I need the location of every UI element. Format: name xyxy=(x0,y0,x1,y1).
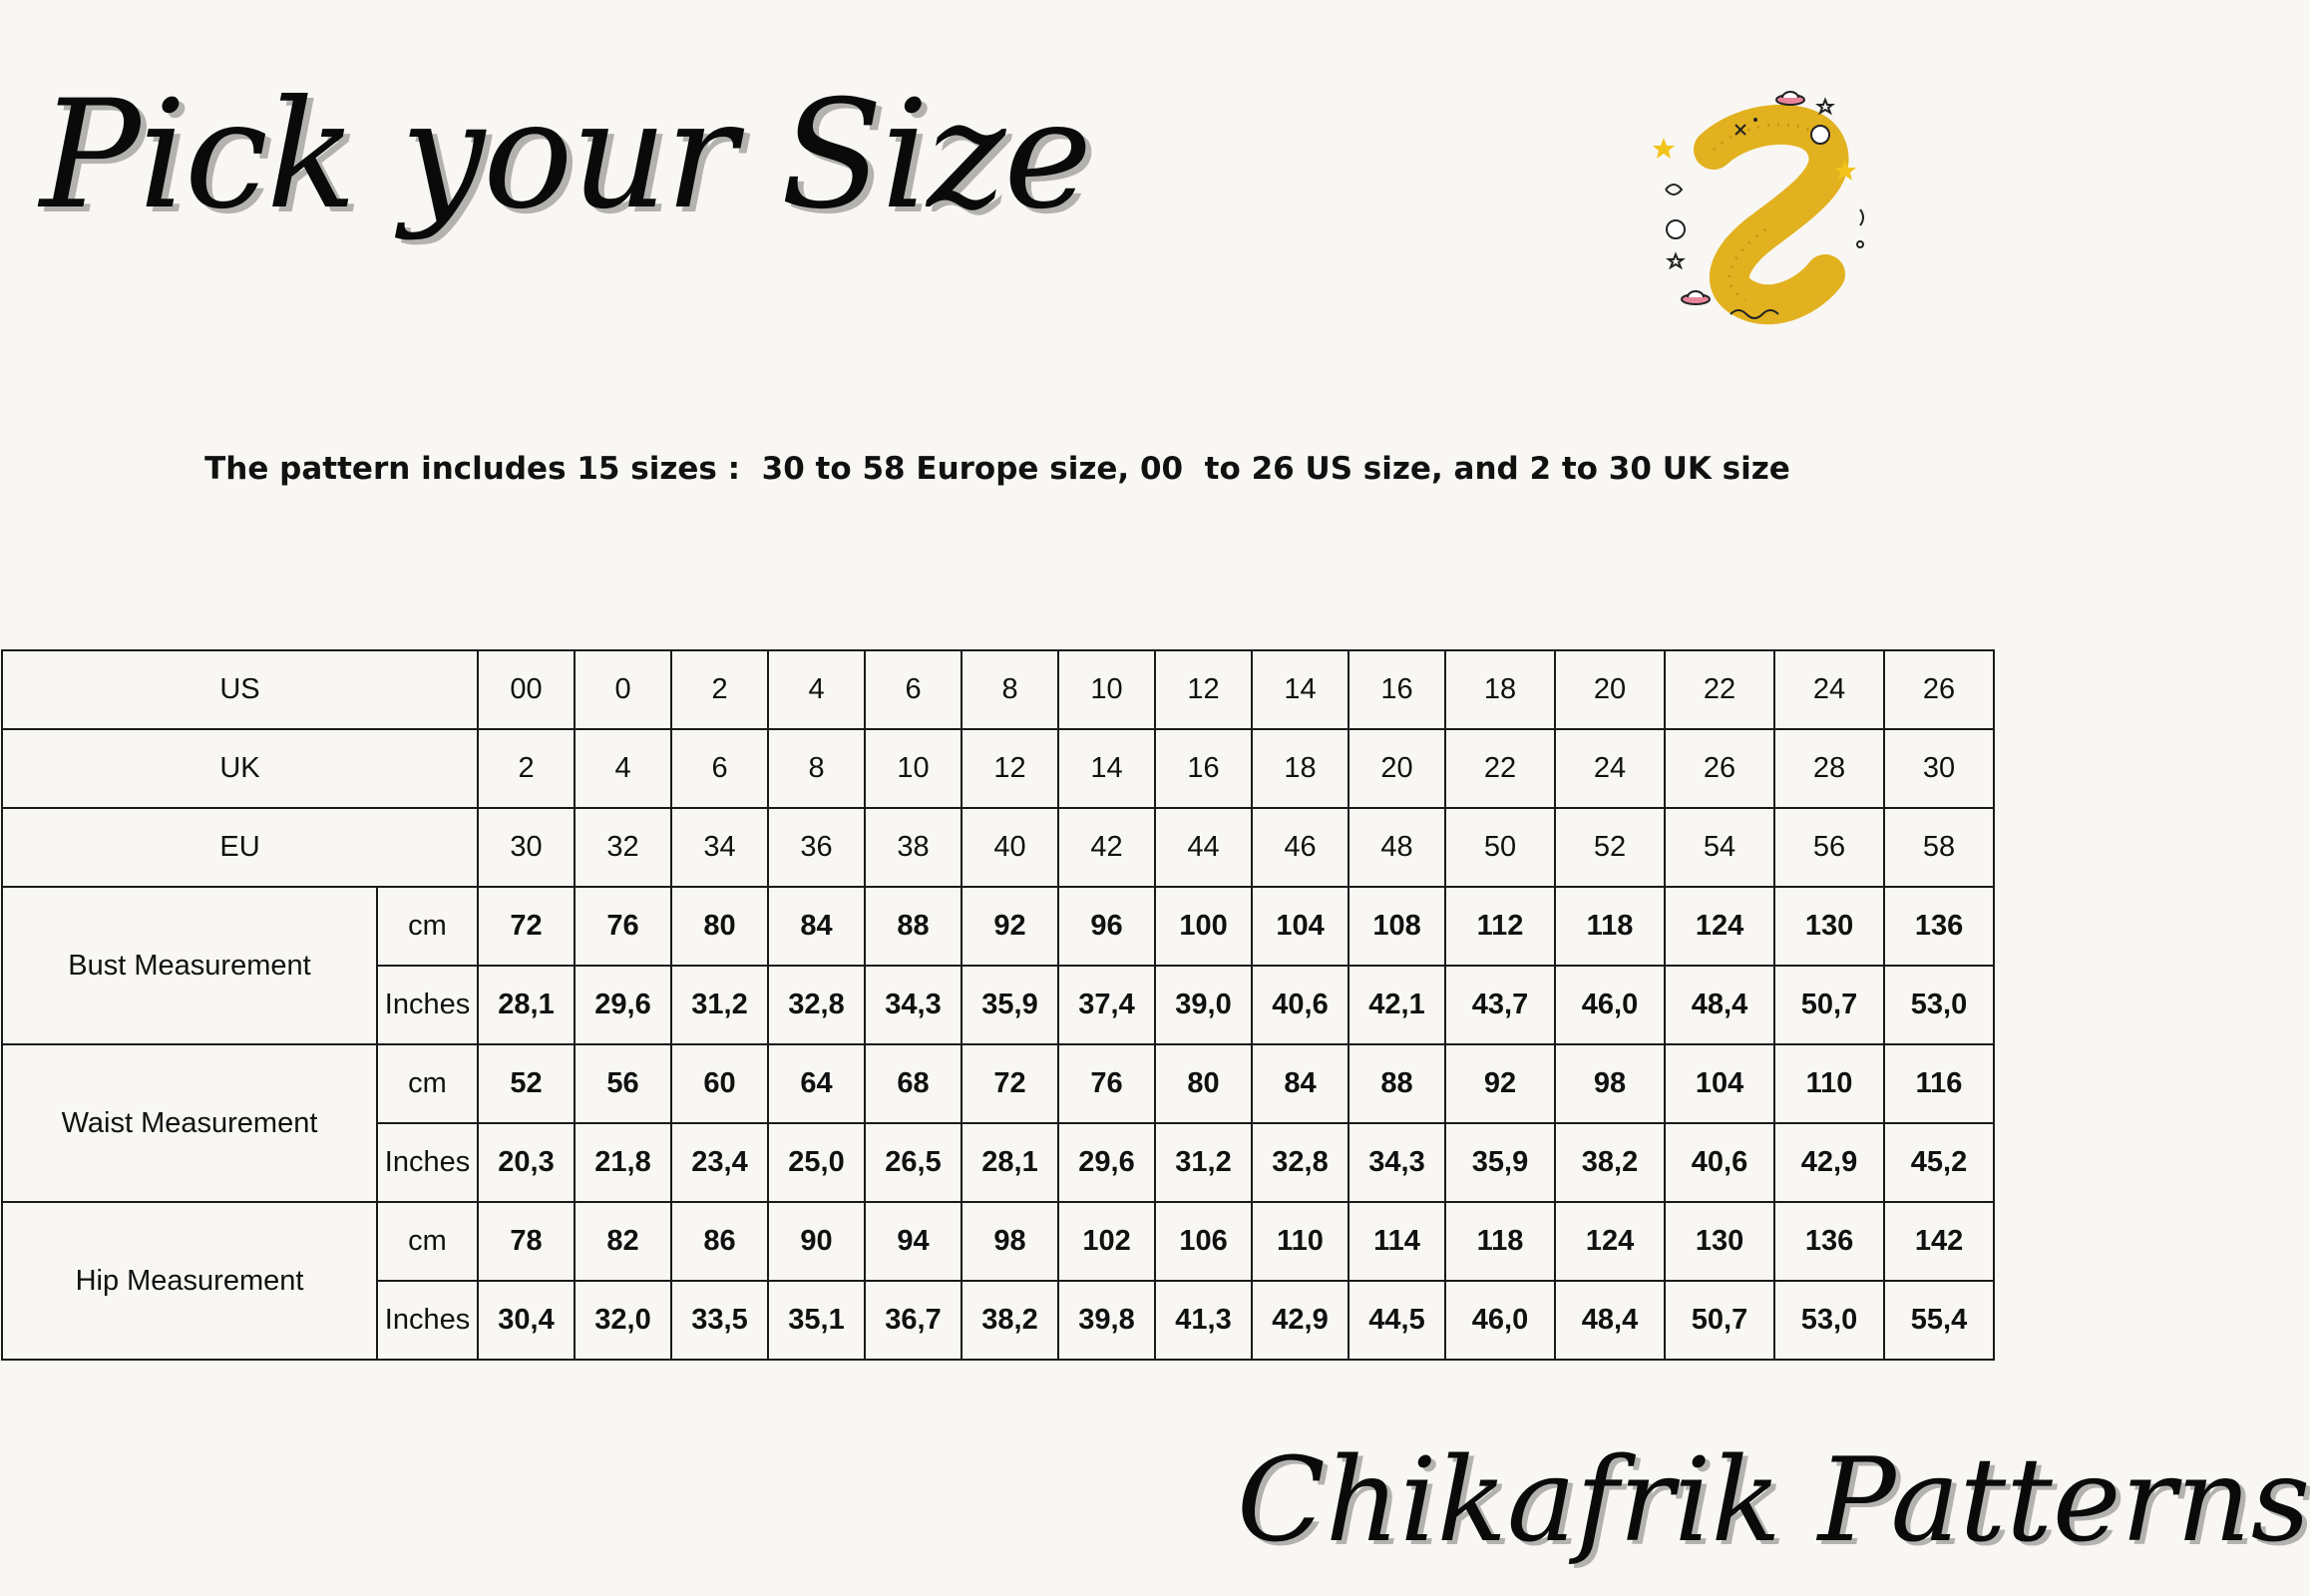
size-cell: 20 xyxy=(1348,729,1445,808)
size-cell: 10 xyxy=(865,729,962,808)
measurement-cell: 72 xyxy=(962,1044,1058,1123)
measurement-cell: 34,3 xyxy=(865,966,962,1044)
measurement-cell: 142 xyxy=(1884,1202,1994,1281)
unit-label: Inches xyxy=(377,1281,478,1360)
measurement-cell: 108 xyxy=(1348,887,1445,966)
size-cell: 22 xyxy=(1445,729,1555,808)
measurement-cell: 33,5 xyxy=(671,1281,768,1360)
size-cell: 14 xyxy=(1058,729,1155,808)
size-cell: 30 xyxy=(1884,729,1994,808)
measurement-cell: 76 xyxy=(1058,1044,1155,1123)
measurement-cell: 84 xyxy=(1252,1044,1348,1123)
measurement-cell: 28,1 xyxy=(478,966,575,1044)
measurement-cell: 41,3 xyxy=(1155,1281,1252,1360)
measurement-cell: 52 xyxy=(478,1044,575,1123)
measurement-cell: 136 xyxy=(1774,1202,1884,1281)
size-cell: 20 xyxy=(1555,650,1665,729)
measurement-label: Hip Measurement xyxy=(2,1202,377,1360)
measurement-cell: 86 xyxy=(671,1202,768,1281)
measurement-cell: 46,0 xyxy=(1555,966,1665,1044)
measurement-cell: 34,3 xyxy=(1348,1123,1445,1202)
measurement-cell: 42,9 xyxy=(1252,1281,1348,1360)
measurement-cell: 100 xyxy=(1155,887,1252,966)
measurement-cell: 23,4 xyxy=(671,1123,768,1202)
measurement-cell: 80 xyxy=(671,887,768,966)
size-cell: 22 xyxy=(1665,650,1774,729)
measuring-tape-logo-icon xyxy=(1636,80,1895,329)
measurement-cell: 104 xyxy=(1252,887,1348,966)
measurement-cell: 29,6 xyxy=(575,966,671,1044)
measurement-cell: 64 xyxy=(768,1044,865,1123)
measurement-cell: 56 xyxy=(575,1044,671,1123)
size-cell: 56 xyxy=(1774,808,1884,887)
measurement-cell: 32,8 xyxy=(768,966,865,1044)
measurement-cell: 94 xyxy=(865,1202,962,1281)
measurement-cell: 48,4 xyxy=(1665,966,1774,1044)
size-cell: 36 xyxy=(768,808,865,887)
measurement-cell: 96 xyxy=(1058,887,1155,966)
measurement-cell: 124 xyxy=(1665,887,1774,966)
measurement-cell: 48,4 xyxy=(1555,1281,1665,1360)
measurement-cell: 29,6 xyxy=(1058,1123,1155,1202)
size-row-eu xyxy=(2,808,1994,887)
size-cell: 16 xyxy=(1348,650,1445,729)
measurement-cell: 36,7 xyxy=(865,1281,962,1360)
size-system-label: EU xyxy=(2,808,478,887)
measurement-cell: 98 xyxy=(1555,1044,1665,1123)
unit-label: cm xyxy=(377,887,478,966)
measurement-cell: 110 xyxy=(1252,1202,1348,1281)
size-cell: 16 xyxy=(1155,729,1252,808)
size-row-uk xyxy=(2,729,1994,808)
measurement-cell: 118 xyxy=(1445,1202,1555,1281)
measurement-cell: 31,2 xyxy=(671,966,768,1044)
unit-label: Inches xyxy=(377,966,478,1044)
measurement-cell: 35,9 xyxy=(962,966,1058,1044)
size-cell: 4 xyxy=(768,650,865,729)
measurement-cell: 124 xyxy=(1555,1202,1665,1281)
size-cell: 30 xyxy=(478,808,575,887)
measurement-cell: 50,7 xyxy=(1774,966,1884,1044)
measurement-cell: 44,5 xyxy=(1348,1281,1445,1360)
measurement-row xyxy=(2,1044,1994,1123)
measurement-row xyxy=(2,1202,1994,1281)
measurement-cell: 42,9 xyxy=(1774,1123,1884,1202)
size-cell: 54 xyxy=(1665,808,1774,887)
size-cell: 2 xyxy=(478,729,575,808)
size-cell: 24 xyxy=(1555,729,1665,808)
measurement-cell: 88 xyxy=(1348,1044,1445,1123)
measurement-cell: 39,0 xyxy=(1155,966,1252,1044)
measurement-cell: 90 xyxy=(768,1202,865,1281)
measurement-cell: 35,1 xyxy=(768,1281,865,1360)
measurement-cell: 92 xyxy=(962,887,1058,966)
size-cell: 14 xyxy=(1252,650,1348,729)
size-cell: 12 xyxy=(1155,650,1252,729)
measurement-cell: 60 xyxy=(671,1044,768,1123)
measurement-cell: 98 xyxy=(962,1202,1058,1281)
measurement-cell: 102 xyxy=(1058,1202,1155,1281)
measurement-cell: 116 xyxy=(1884,1044,1994,1123)
measurement-cell: 43,7 xyxy=(1445,966,1555,1044)
measurement-cell: 45,2 xyxy=(1884,1123,1994,1202)
measurement-cell: 78 xyxy=(478,1202,575,1281)
size-cell: 4 xyxy=(575,729,671,808)
measurement-cell: 35,9 xyxy=(1445,1123,1555,1202)
measurement-cell: 104 xyxy=(1665,1044,1774,1123)
measurement-label: Waist Measurement xyxy=(2,1044,377,1202)
measurement-cell: 130 xyxy=(1774,887,1884,966)
measurement-cell: 40,6 xyxy=(1252,966,1348,1044)
measurement-cell: 31,2 xyxy=(1155,1123,1252,1202)
size-cell: 12 xyxy=(962,729,1058,808)
measurement-cell: 110 xyxy=(1774,1044,1884,1123)
measurement-cell: 112 xyxy=(1445,887,1555,966)
measurement-cell: 38,2 xyxy=(1555,1123,1665,1202)
measurement-cell: 20,3 xyxy=(478,1123,575,1202)
size-cell: 48 xyxy=(1348,808,1445,887)
size-cell: 32 xyxy=(575,808,671,887)
size-cell: 28 xyxy=(1774,729,1884,808)
measurement-cell: 32,0 xyxy=(575,1281,671,1360)
size-cell: 6 xyxy=(671,729,768,808)
page-title: Pick your Size xyxy=(40,69,1091,242)
measurement-cell: 28,1 xyxy=(962,1123,1058,1202)
measurement-cell: 76 xyxy=(575,887,671,966)
measurement-cell: 21,8 xyxy=(575,1123,671,1202)
size-cell: 38 xyxy=(865,808,962,887)
size-cell: 58 xyxy=(1884,808,1994,887)
star-icon xyxy=(1653,138,1675,159)
tape-shape xyxy=(1714,125,1829,304)
measurement-cell: 68 xyxy=(865,1044,962,1123)
size-cell: 50 xyxy=(1445,808,1555,887)
measurement-cell: 80 xyxy=(1155,1044,1252,1123)
size-system-label: US xyxy=(2,650,478,729)
measurement-cell: 37,4 xyxy=(1058,966,1155,1044)
size-cell: 8 xyxy=(768,729,865,808)
size-cell: 10 xyxy=(1058,650,1155,729)
measurement-cell: 50,7 xyxy=(1665,1281,1774,1360)
size-cell: 44 xyxy=(1155,808,1252,887)
size-cell: 24 xyxy=(1774,650,1884,729)
measurement-cell: 25,0 xyxy=(768,1123,865,1202)
size-chart-table xyxy=(1,649,1995,1361)
measurement-cell: 84 xyxy=(768,887,865,966)
size-system-label: UK xyxy=(2,729,478,808)
measurement-cell: 88 xyxy=(865,887,962,966)
size-cell: 26 xyxy=(1665,729,1774,808)
size-cell: 6 xyxy=(865,650,962,729)
measurement-cell: 30,4 xyxy=(478,1281,575,1360)
measurement-cell: 53,0 xyxy=(1884,966,1994,1044)
size-cell: 18 xyxy=(1252,729,1348,808)
measurement-cell: 39,8 xyxy=(1058,1281,1155,1360)
size-cell: 40 xyxy=(962,808,1058,887)
unit-label: cm xyxy=(377,1202,478,1281)
measurement-cell: 114 xyxy=(1348,1202,1445,1281)
size-cell: 34 xyxy=(671,808,768,887)
measurement-label: Bust Measurement xyxy=(2,887,377,1044)
pattern-size-note: The pattern includes 15 sizes : 30 to 58 Europe size, 00 to 26 US size, and 2 to 30 UK size xyxy=(204,451,1790,487)
measurement-cell: 136 xyxy=(1884,887,1994,966)
measurement-cell: 26,5 xyxy=(865,1123,962,1202)
measurement-cell: 42,1 xyxy=(1348,966,1445,1044)
measurement-cell: 32,8 xyxy=(1252,1123,1348,1202)
size-cell: 42 xyxy=(1058,808,1155,887)
size-cell: 18 xyxy=(1445,650,1555,729)
size-cell: 0 xyxy=(575,650,671,729)
size-cell: 52 xyxy=(1555,808,1665,887)
size-cell: 26 xyxy=(1884,650,1994,729)
measurement-cell: 92 xyxy=(1445,1044,1555,1123)
unit-label: cm xyxy=(377,1044,478,1123)
measurement-cell: 38,2 xyxy=(962,1281,1058,1360)
size-cell: 2 xyxy=(671,650,768,729)
unit-label: Inches xyxy=(377,1123,478,1202)
measurement-cell: 72 xyxy=(478,887,575,966)
size-cell: 8 xyxy=(962,650,1058,729)
measurement-cell: 130 xyxy=(1665,1202,1774,1281)
measurement-cell: 46,0 xyxy=(1445,1281,1555,1360)
measurement-cell: 106 xyxy=(1155,1202,1252,1281)
measurement-cell: 53,0 xyxy=(1774,1281,1884,1360)
measurement-cell: 118 xyxy=(1555,887,1665,966)
measurement-cell: 55,4 xyxy=(1884,1281,1994,1360)
size-cell: 00 xyxy=(478,650,575,729)
brand-signature: Chikafrik Patterns xyxy=(1237,1433,2310,1568)
measurement-cell: 82 xyxy=(575,1202,671,1281)
size-row-us xyxy=(2,650,1994,729)
measurement-cell: 40,6 xyxy=(1665,1123,1774,1202)
size-cell: 46 xyxy=(1252,808,1348,887)
measurement-row xyxy=(2,887,1994,966)
